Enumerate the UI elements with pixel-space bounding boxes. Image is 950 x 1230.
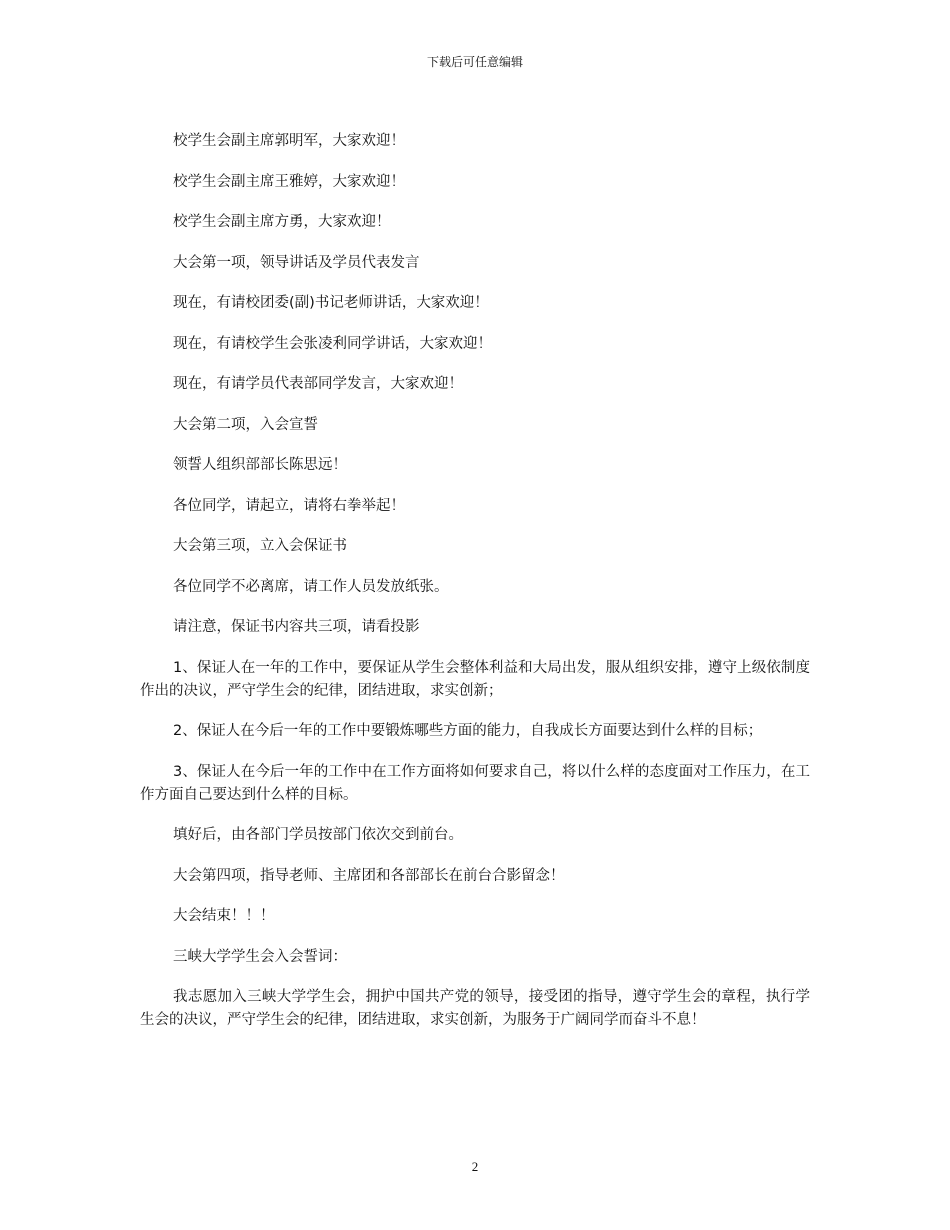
- paragraph: 大会结束！！！: [173, 908, 275, 924]
- paragraph: 填好后，由各部门学员按部门依次交到前台。: [173, 827, 463, 843]
- paragraph: 2、保证人在今后一年的工作中要锻炼哪些方面的能力，自我成长方面要达到什么样的目标；: [173, 723, 763, 739]
- paragraph: 三峡大学学生会入会誓词：: [173, 948, 347, 965]
- paragraph: 现在，有请学员代表部同学发言，大家欢迎！: [173, 376, 463, 392]
- page-number: 2: [471, 1159, 479, 1174]
- paragraph: 大会第三项，立入会保证书: [173, 538, 347, 554]
- paragraph: 大会第二项，入会宣誓: [173, 416, 318, 433]
- paragraph: 领誓人组织部部长陈思远！: [173, 457, 347, 473]
- paragraph: 校学生会副主席王雅婷，大家欢迎！: [173, 173, 405, 190]
- page-header: 下载后可任意编辑: [426, 55, 523, 69]
- paragraph: 3、保证人在今后一年的工作中在工作方面将如何要求自己，将以什么样的态度面对工作压力，在工作方面自己要达到什么样的目标。: [140, 763, 810, 803]
- paragraph: 大会第四项，指导老师、主席团和各部部长在前台合影留念！: [173, 867, 565, 884]
- paragraph: 现在，有请校团委(副)书记老师讲话，大家欢迎！: [173, 295, 489, 311]
- paragraph: 现在，有请校学生会张凌利同学讲话，大家欢迎！: [173, 335, 492, 352]
- paragraph: 大会第一项，领导讲话及学员代表发言: [173, 254, 420, 271]
- document-body: [140, 130, 810, 1050]
- paragraph: 各位同学，请起立，请将右拳举起！: [173, 497, 405, 514]
- paragraph: 请注意，保证书内容共三项，请看投影: [173, 619, 420, 635]
- paragraph: 1、保证人在一年的工作中，要保证从学生会整体利益和大局出发，服从组织安排，遵守上级依制度作出的决议，严守学生会的纪律，团结进取，求实创新；: [140, 659, 810, 699]
- paragraph: 校学生会副主席方勇，大家欢迎！: [173, 214, 391, 230]
- paragraph: 各位同学不必离席，请工作人员发放纸张。: [173, 578, 449, 595]
- paragraph: 校学生会副主席郭明军，大家欢迎！: [173, 133, 405, 149]
- paragraph: 我志愿加入三峡大学学生会，拥护中国共产党的领导，接受团的指导，遵守学生会的章程，执行学生会的决议，严守学生会的纪律，团结进取，求实创新，为服务于广阔同学而奋斗不息！: [140, 989, 810, 1028]
